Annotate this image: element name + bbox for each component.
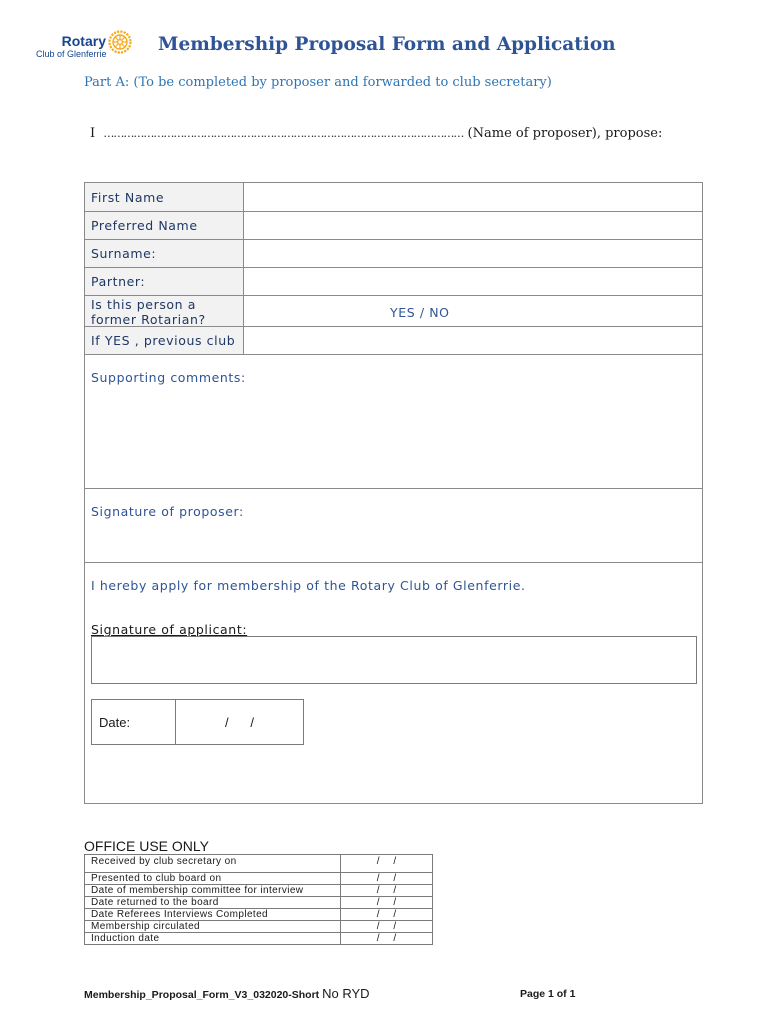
table-row: [85, 885, 433, 897]
footer-filename-text: Membership_Proposal_Form_V3_032020-Short: [84, 989, 320, 1001]
office-row-date[interactable]: / /: [341, 897, 433, 909]
table-row: [85, 855, 433, 873]
form-row-partner: [85, 268, 702, 296]
office-row-date[interactable]: / /: [341, 921, 433, 933]
proposer-suffix: (Name of proposer), propose:: [467, 126, 663, 141]
supporting-comments-label: Supporting comments:: [91, 370, 246, 385]
previous-club-field[interactable]: [245, 327, 702, 354]
form-row-surname: [85, 240, 702, 268]
table-row: [85, 909, 433, 921]
date-label: Date:: [92, 700, 176, 744]
table-row: [85, 897, 433, 909]
footer-ryd: No RYD: [322, 986, 370, 1001]
date-field-group: [91, 699, 304, 745]
rotary-wheel-icon: [108, 30, 132, 54]
office-row-label: Presented to club board on: [85, 873, 341, 885]
proposer-name-field[interactable]: ………………………………………………………………………………………………: [103, 127, 464, 140]
office-row-date[interactable]: / /: [341, 885, 433, 897]
supporting-comments-section[interactable]: [85, 355, 702, 489]
first-name-label: First Name: [85, 183, 244, 211]
applicant-signature-label: Signature of applicant:: [91, 622, 248, 637]
office-row-date[interactable]: / /: [341, 933, 433, 945]
office-row-date[interactable]: / /: [341, 909, 433, 921]
proposer-prefix: I: [90, 126, 96, 141]
proposer-statement: [90, 126, 662, 141]
logo-club-name: Club of Glenferrie: [36, 49, 107, 59]
office-use-table: [84, 854, 433, 945]
apply-statement: I hereby apply for membership of the Rotary Club of Glenferrie.: [91, 578, 526, 593]
office-row-label: Date Referees Interviews Completed: [85, 909, 341, 921]
office-row-date[interactable]: / /: [341, 873, 433, 885]
table-row: [85, 921, 433, 933]
office-row-label: Date of membership committee for interview: [85, 885, 341, 897]
logo-rotary-word: Rotary: [61, 33, 106, 49]
office-row-label: Received by club secretary on: [85, 855, 341, 873]
date-input[interactable]: / /: [225, 714, 254, 730]
form-row-former-rotarian: [85, 296, 702, 327]
form-row-first-name: [85, 183, 702, 212]
partner-label: Partner:: [85, 268, 244, 295]
partner-field[interactable]: [245, 268, 702, 295]
office-row-label: Date returned to the board: [85, 897, 341, 909]
surname-label: Surname:: [85, 240, 244, 267]
former-rotarian-field[interactable]: [245, 296, 702, 326]
office-use-title: OFFICE USE ONLY: [84, 838, 209, 854]
previous-club-label: If YES , previous club: [85, 327, 244, 354]
office-row-label: Membership circulated: [85, 921, 341, 933]
membership-form: [84, 182, 703, 804]
first-name-field[interactable]: [245, 183, 702, 211]
table-row: [85, 933, 433, 945]
club-logo-text: [36, 34, 106, 59]
form-row-preferred-name: [85, 212, 702, 240]
former-rotarian-label: Is this person a former Rotarian?: [85, 296, 244, 326]
footer-page-number: Page 1 of 1: [520, 988, 576, 1000]
proposer-signature-section[interactable]: [85, 489, 702, 563]
form-row-previous-club: [85, 327, 702, 355]
yes-no-options[interactable]: YES / NO: [390, 305, 450, 320]
preferred-name-field[interactable]: [245, 212, 702, 239]
surname-field[interactable]: [245, 240, 702, 267]
office-row-label: Induction date: [85, 933, 341, 945]
applicant-signature-field[interactable]: [91, 636, 697, 684]
proposer-signature-label: Signature of proposer:: [91, 504, 244, 519]
preferred-name-label: Preferred Name: [85, 212, 244, 239]
office-row-date[interactable]: / /: [341, 855, 433, 873]
page-title: Membership Proposal Form and Application: [158, 34, 616, 55]
part-a-instruction: Part A: (To be completed by proposer and forwarded to club secretary): [84, 75, 552, 90]
footer-filename: [84, 986, 370, 1001]
table-row: [85, 873, 433, 885]
